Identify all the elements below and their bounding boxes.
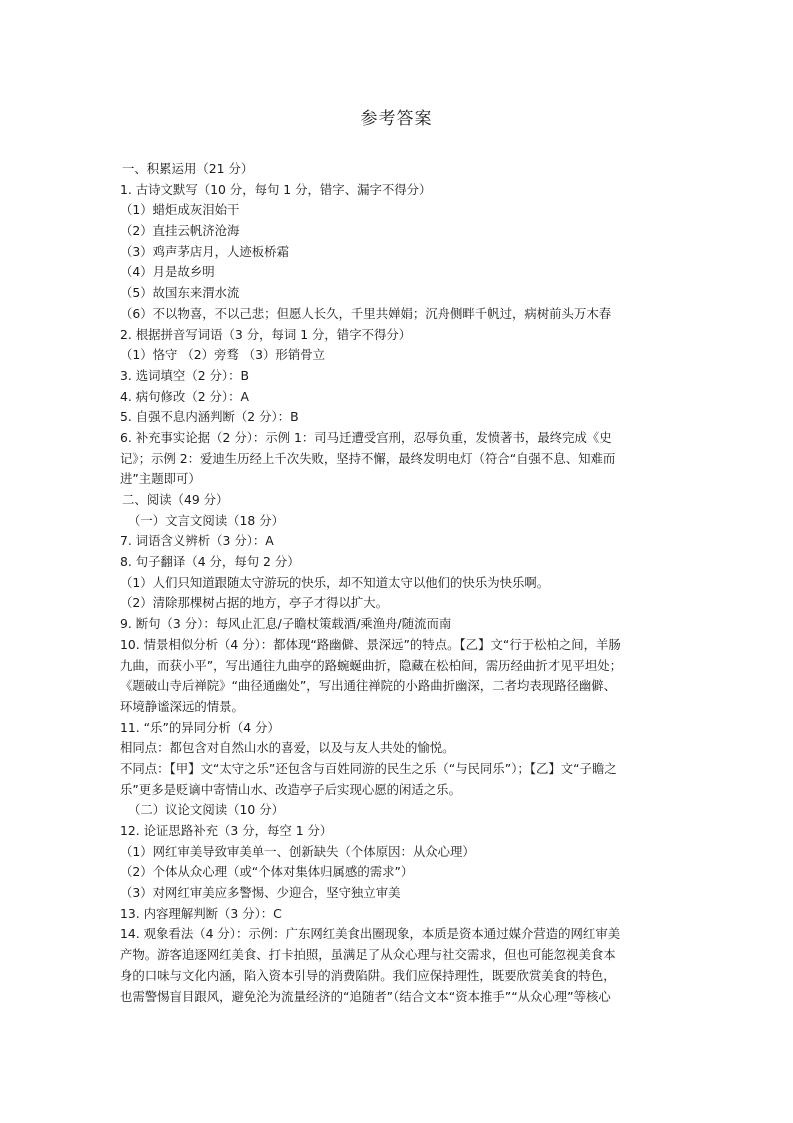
text-line: （1）恪守 （2）旁骛 （3）形销骨立: [120, 347, 325, 363]
text-line: 6. 补充事实论据（2 分）：示例 1：司马迁遭受宫刑，忍辱负重，发愤著书，最终完成《史: [120, 429, 612, 445]
text-line: 产物。游客追逐网红美食、打卡拍照，虽满足了从众心理与社交需求，但也可能忽视美食本: [120, 947, 616, 963]
text-line: （1）网红审美导致审美单一、创新缺失（个体原因：从众心理）: [120, 843, 475, 859]
text-line: 3. 选词填空（2 分）：B: [120, 367, 250, 383]
text-line: 2. 根据拼音写词语（3 分，每词 1 分，错字不得分）: [120, 326, 412, 342]
text-line: 九曲，而获小平”，写出通往九曲亭的路蜿蜒曲折，隐藏在松柏间，需历经曲折才见平坦处；: [120, 657, 623, 673]
text-line: 《题破山寺后禅院》“曲径通幽处”，写出通往禅院的小路曲折幽深，二者均表现路径幽僻、: [120, 678, 617, 694]
text-line: （1）蜡炬成灰泪始干: [120, 202, 240, 218]
text-line: （4）月是故乡明: [120, 264, 215, 280]
text-line: （2）个体从众心理（或“个体对集体归属感的需求”）: [120, 864, 414, 880]
text-line: （一）文言文阅读（18 分）: [128, 512, 285, 528]
text-line: 二、阅读（49 分）: [122, 492, 229, 507]
text-line: 7. 词语含义辨析（3 分）：A: [120, 533, 274, 549]
text-line: 12. 论证思路补充（3 分，每空 1 分）: [120, 823, 333, 838]
text-line: 14. 观象看法（4 分）：示例：广东网红美食出圈现象，本质是资本通过媒介营造的网红审美: [120, 926, 621, 942]
text-line: （2）清除那棵树占据的地方，亭子才得以扩大。: [120, 595, 389, 611]
text-line: （2）直挂云帆济沧海: [120, 223, 240, 239]
text-line: （1）人们只知道跟随太守游玩的快乐，却不知道太守以他们的快乐为快乐啊。: [120, 574, 550, 590]
text-line: 不同点：【甲】文“太守之乐”还包含与百姓同游的民生之乐（“与民同乐”）；【乙】文“子瞻之: [120, 760, 617, 776]
text-line: （二）议论文阅读（10 分）: [128, 802, 285, 818]
text-line: 进”主题即可）: [120, 471, 201, 487]
text-line: 9. 断句（3 分）：每风止汇息/子瞻杖策载酒/乘渔舟/随流而南: [120, 616, 452, 632]
text-line: 记》；示例 2：爱迪生历经上千次失败，坚持不懈，最终发明电灯（符合“自强不息、知难而: [120, 450, 616, 466]
text-line: 13. 内容理解判断（3 分）：C: [120, 905, 282, 921]
text-line: 8. 句子翻译（4 分，每句 2 分）: [120, 554, 300, 570]
text-line: 身的口味与文化内涵，陷入资本引导的消费陷阱。我们应保持理性，既要欣赏美食的特色，: [120, 967, 616, 983]
text-line: 一、积累运用（21 分）: [122, 161, 254, 176]
text-line: 10. 情景相似分析（4 分）：都体现“路幽僻、景深远”的特点。【乙】文“行于松柏之间，羊肠: [120, 636, 621, 652]
text-line: （3）鸡声茅店月，人迹板桥霜: [120, 243, 289, 259]
text-line: 1. 古诗文默写（10 分，每句 1 分，错字、漏字不得分）: [120, 181, 432, 197]
text-line: 11. “乐”的异同分析（4 分）: [120, 719, 280, 735]
text-line: 4. 病句修改（2 分）：A: [120, 388, 249, 404]
answer-content: [120, 159, 678, 1007]
text-line: （5）故国东来渭水流: [120, 285, 240, 301]
text-line: （3）对网红审美应多警惕、少迎合，坚守独立审美: [120, 885, 401, 901]
text-line: （6）不以物喜，不以己悲；但愿人长久，千里共婵娟；沉舟侧畔千帆过，病树前头万木春: [120, 305, 612, 321]
text-line: 环境静谧深远的情景。: [120, 698, 244, 714]
text-line: 乐”更多是贬谪中寄情山水、改造亭子后实现心愿的闲适之乐。: [120, 781, 461, 797]
page-title: 参考答案: [360, 109, 433, 129]
text-line: 相同点：都包含对自然山水的喜爱，以及与友人共处的愉悦。: [120, 740, 455, 756]
text-line: 也需警惕盲目跟风，避免沦为流量经济的“追随者”（结合文本“资本推手”“从众心理”等核心: [120, 988, 611, 1004]
text-line: 5. 自强不息内涵判断（2 分）：B: [120, 409, 299, 425]
